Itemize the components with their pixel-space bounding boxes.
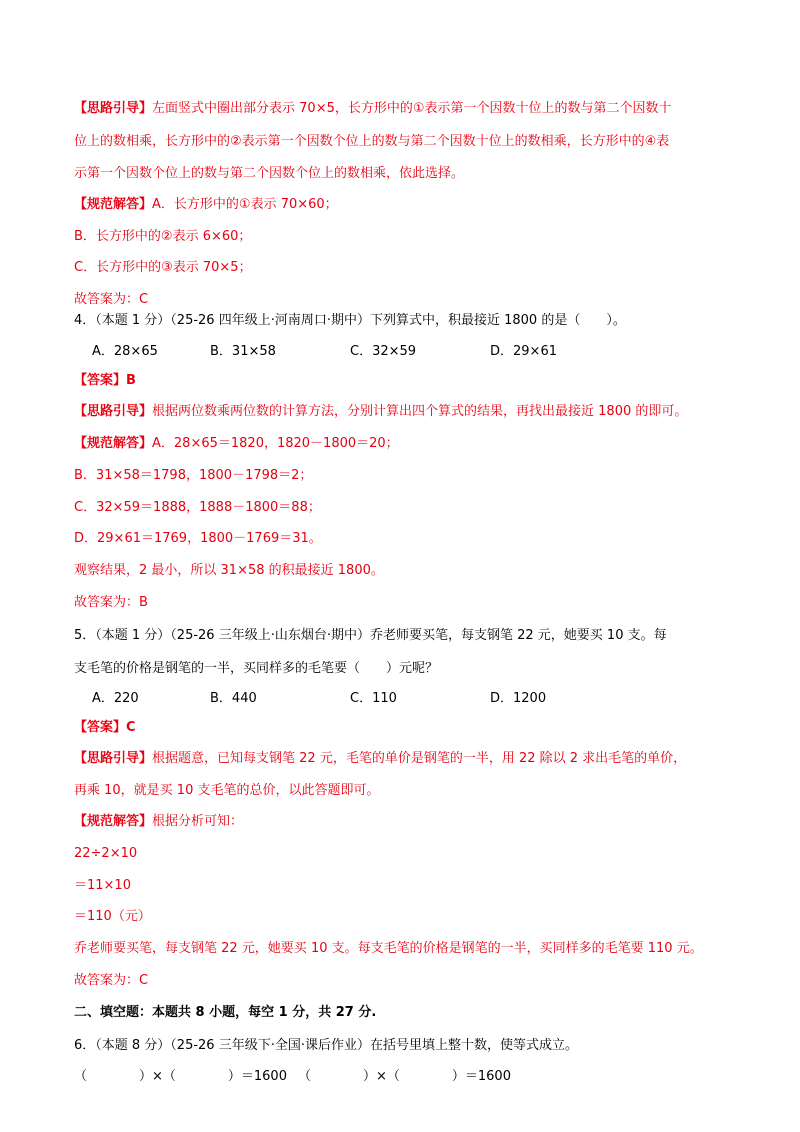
hint-tag: 【思路引导】 xyxy=(74,751,153,766)
q5-option-b: B．440 xyxy=(210,691,257,706)
answer-tag: 【答案】 xyxy=(74,373,127,388)
q5-stem-line-2: 支毛笔的价格是钢笔的一半，买同样多的毛笔要（ ）元呢？ xyxy=(74,661,439,676)
q4-option-c: C．32×59 xyxy=(350,344,417,359)
q4-solution-line-3: C．32×59＝1888，1888－1800＝88； xyxy=(74,500,321,515)
q3-final-answer: 故答案为：C xyxy=(74,292,149,307)
q5-answer: 【答案】C xyxy=(74,720,136,735)
q3-hint-line-1: 【思路引导】左面竖式中圈出部分表示 70×5，长方形中的①表示第一个因数十位上的数与第二个因数十 xyxy=(74,101,672,116)
q4-option-d: D．29×61 xyxy=(490,344,557,359)
q4-option-b: B．31×58 xyxy=(210,344,276,359)
q6-blank-equation-1: （ ）×（ ）＝1600 xyxy=(74,1069,287,1084)
q4-solution-line-5: 观察结果，2 最小，所以 31×58 的积最接近 1800。 xyxy=(74,563,384,578)
q5-solution-line-3: ＝11×10 xyxy=(74,878,131,893)
q5-solution-line-5: 乔老师要买笔，每支钢笔 22 元，她要买 10 支。每支毛笔的价格是钢笔的一半，买同样多的毛笔要 110 元。 xyxy=(74,941,703,956)
solution-tag: 【规范解答】 xyxy=(74,436,153,451)
q5-solution-line-1: 【规范解答】根据分析可知： xyxy=(74,814,244,829)
solution-tag: 【规范解答】 xyxy=(74,814,153,829)
q3-hint-line-3: 示第一个因数个位上的数与第二个因数个位上的数相乘，依此选择。 xyxy=(74,166,465,181)
q3-solution-line-3: C．长方形中的③表示 70×5； xyxy=(74,260,252,275)
q5-hint-line-1: 【思路引导】根据题意，已知每支钢笔 22 元，毛笔的单价是钢笔的一半，用 22 除以 2 求出毛笔的单价， xyxy=(74,751,687,766)
q3-solution-line-2: B．长方形中的②表示 6×60； xyxy=(74,229,252,244)
q6-blank-equation-2: （ ）×（ ）＝1600 xyxy=(298,1069,511,1084)
q4-solution-line-1: 【规范解答】A．28×65＝1820，1820－1800＝20； xyxy=(74,436,399,451)
q5-solution-line-4: ＝110（元） xyxy=(74,909,151,924)
q5-option-a: A．220 xyxy=(92,691,139,706)
q5-option-d: D．1200 xyxy=(490,691,547,706)
q4-stem: 4．（本题 1 分）（25-26 四年级上·河南周口·期中）下列算式中，积最接近 1800 的是（ ）。 xyxy=(74,313,626,328)
q4-hint: 【思路引导】根据两位数乘两位数的计算方法，分别计算出四个算式的结果，再找出最接近 1800 的即可。 xyxy=(74,404,688,419)
q3-hint-line-2: 位上的数相乘，长方形中的②表示第一个因数个位上的数与第二个因数十位上的数相乘，长方形中的④表 xyxy=(74,134,670,149)
q4-answer: 【答案】B xyxy=(74,373,136,388)
q5-solution-line-2: 22÷2×10 xyxy=(74,846,138,861)
section-heading-fill-in: 二、填空题：本题共 8 小题，每空 1 分，共 27 分. xyxy=(74,1005,377,1020)
hint-tag: 【思路引导】 xyxy=(74,404,153,419)
q4-solution-line-2: B．31×58＝1798，1800－1798＝2； xyxy=(74,468,313,483)
q5-final-answer: 故答案为：C xyxy=(74,973,149,988)
q6-stem: 6．（本题 8 分）（25-26 三年级下·全国·课后作业）在括号里填上整十数，使等式成立。 xyxy=(74,1038,578,1053)
q4-final-answer: 故答案为：B xyxy=(74,595,148,610)
q5-stem-line-1: 5．（本题 1 分）（25-26 三年级上·山东烟台·期中）乔老师要买笔，每支钢笔 22 元，她要买 10 支。每 xyxy=(74,628,667,643)
q4-solution-line-4: D．29×61＝1769，1800－1769＝31。 xyxy=(74,531,322,546)
hint-tag: 【思路引导】 xyxy=(74,101,153,116)
q5-option-c: C．110 xyxy=(350,691,397,706)
q5-hint-line-2: 再乘 10，就是买 10 支毛笔的总价，以此答题即可。 xyxy=(74,783,380,798)
q4-option-a: A．28×65 xyxy=(92,344,158,359)
solution-tag: 【规范解答】 xyxy=(74,197,153,212)
answer-tag: 【答案】 xyxy=(74,720,127,735)
q3-solution-line-1: 【规范解答】A．长方形中的①表示 70×60； xyxy=(74,197,338,212)
